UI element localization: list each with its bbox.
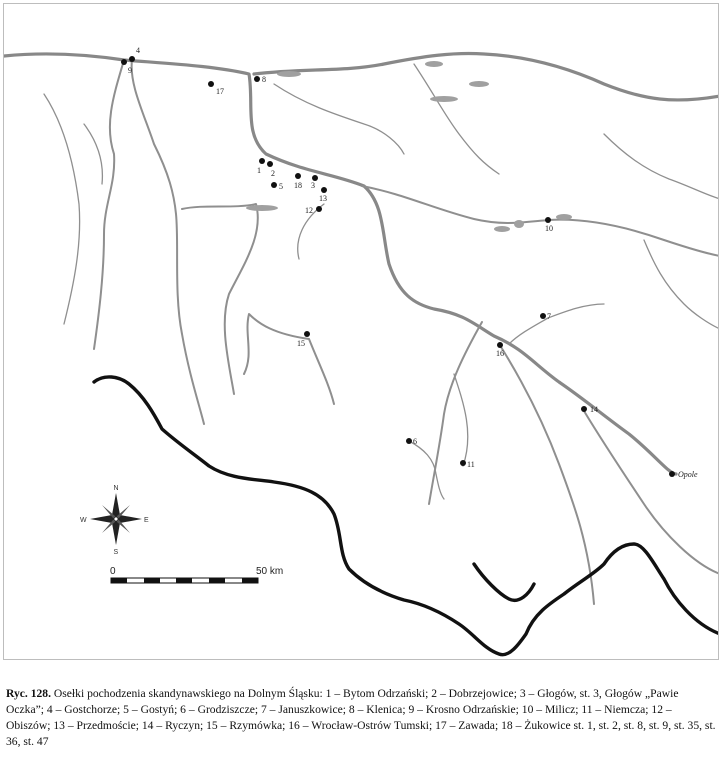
site-label-7: 7 <box>547 312 551 321</box>
site-label-11: 11 <box>467 460 475 469</box>
site-dot-6 <box>406 438 412 444</box>
site-dot-4 <box>129 56 135 62</box>
site-dot-5 <box>271 182 277 188</box>
site-dot-7 <box>540 313 546 319</box>
compass-label-w: W <box>80 517 87 524</box>
compass-label-n: N <box>113 485 119 492</box>
scale-bar-segment <box>209 578 225 583</box>
site-label-8: 8 <box>262 75 266 84</box>
scale-bar-segment <box>111 578 127 583</box>
site-dot-16 <box>497 342 503 348</box>
site-dot-12 <box>316 206 322 212</box>
lake <box>469 81 489 87</box>
site-label-16: 16 <box>496 349 504 358</box>
site-dot-14 <box>581 406 587 412</box>
site-label-17: 17 <box>216 87 224 96</box>
tributary <box>454 374 468 466</box>
bobr-river <box>132 60 204 424</box>
border-line <box>94 377 719 655</box>
compass-label-e: E <box>144 517 149 524</box>
site-label-14: 14 <box>590 405 598 414</box>
tributary <box>604 134 719 199</box>
kaczawa-river <box>244 314 334 404</box>
site-label-15: 15 <box>297 339 305 348</box>
nysa-klodzka-river <box>584 411 719 574</box>
scale-bar <box>110 566 283 583</box>
site-dot-9 <box>121 59 127 65</box>
site-label-5: 5 <box>279 182 283 191</box>
site-dot-15 <box>304 331 310 337</box>
map-frame <box>3 3 719 660</box>
site-label-3: 3 <box>311 181 315 190</box>
city-dot-opole <box>669 471 675 477</box>
lake <box>494 226 510 232</box>
lake <box>430 96 458 102</box>
lake <box>425 61 443 67</box>
site-label-12: 12 <box>305 206 313 215</box>
scale-bar-segment <box>176 578 192 583</box>
site-dot-11 <box>460 460 466 466</box>
lakes <box>246 61 572 232</box>
site-label-2: 2 <box>271 169 275 178</box>
olawa-river <box>501 347 594 604</box>
tributary <box>84 124 102 184</box>
figure-caption-text: Osełki pochodzenia skandynawskiego na Dolnym Śląsku: 1 – Bytom Odrzański; 2 – Dobrzejowice; 3 – Głogów, st. 3, Głogów „Pawie Oczka”; 4 – Gostchorze; 5 – Gostyń; 6 – Grodziszcze; 7 – Januszkowice; 8 – Klenica; 9 – Krosno Odrzańskie; 10 – Milicz; 11 – Niemcza; 12 – Obiszów; 13 – Przedmoście; 14 – Ryczyn; 15 – Rzymówka; 16 – Wrocław-Ostrów Tumski; 17 – Zawada; 18 – Żukowice st. 1, st. 2, st. 8, st. 9, st. 35, st. 36, st. 47 <box>6 687 716 748</box>
tributary <box>509 304 604 344</box>
site-dot-13 <box>321 187 327 193</box>
site-label-1: 1 <box>257 166 261 175</box>
lake <box>556 214 572 220</box>
site-dot-17 <box>208 81 214 87</box>
site-dot-8 <box>254 76 260 82</box>
figure-caption <box>6 686 718 750</box>
site-label-4: 4 <box>136 46 140 55</box>
lake <box>246 205 278 211</box>
site-dot-1 <box>259 158 265 164</box>
scale-label-start: 0 <box>110 566 116 577</box>
city-label-opole: Opole <box>678 470 698 479</box>
site-label-13: 13 <box>319 194 327 203</box>
site-dot-2 <box>267 161 273 167</box>
site-label-18: 18 <box>294 181 302 190</box>
lake <box>277 71 301 77</box>
barycz-river <box>362 186 719 256</box>
site-label-9: 9 <box>128 66 132 75</box>
oder-river <box>4 54 676 474</box>
tributary <box>44 94 80 324</box>
compass-rose <box>80 485 149 556</box>
compass-center-icon <box>114 517 118 521</box>
site-dot-18 <box>295 173 301 179</box>
site-label-10: 10 <box>545 224 553 233</box>
lake <box>514 220 524 228</box>
map <box>4 4 719 660</box>
scale-bar-segment <box>144 578 160 583</box>
warta-river <box>254 53 719 100</box>
tributary <box>274 84 404 154</box>
nysa-river <box>94 60 124 349</box>
scale-bar-segment <box>242 578 258 583</box>
figure-caption-label: Ryc. 128. <box>6 687 51 700</box>
tributary <box>414 64 499 174</box>
compass-label-s: S <box>113 549 119 556</box>
site-dot-10 <box>545 217 551 223</box>
scale-label-end: 50 km <box>256 566 284 577</box>
sites-layer <box>121 46 598 469</box>
site-label-6: 6 <box>413 437 417 446</box>
